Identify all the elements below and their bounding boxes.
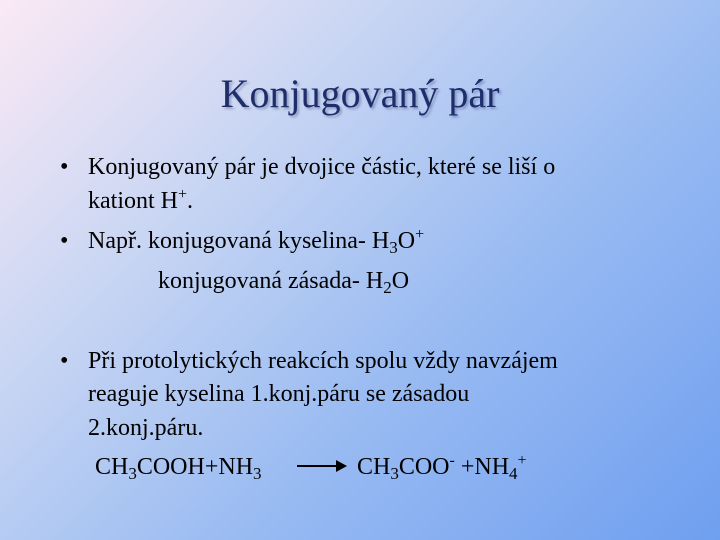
eq-left-a: CH: [95, 454, 129, 480]
eq-left-sub1: 3: [128, 464, 137, 483]
bullet1-text: kationt H: [88, 188, 178, 214]
slide-title: Konjugovaný pár: [220, 71, 500, 116]
bullet2-superscript: +: [415, 226, 425, 243]
eq-right-sub1: 3: [390, 464, 399, 483]
equation-reactants: [95, 453, 262, 481]
bullet2-oxygen: O: [397, 228, 416, 254]
bullet3-line1: Při protolytických reakcích spolu vždy navzájem: [88, 348, 558, 374]
eq-right-b: COO: [398, 454, 450, 480]
bullet-icon: •: [60, 348, 69, 374]
eq-left-sub2: 3: [253, 464, 262, 483]
bullet2-line2: [158, 267, 409, 295]
eq-right-sup2: +: [517, 452, 527, 469]
bullet3-line3: 2.konj.páru.: [88, 415, 204, 441]
bullet-icon: •: [60, 228, 69, 254]
bullet1-line1: Konjugovaný pár je dvojice částic, které se liší o: [88, 154, 556, 180]
bullet2-text: Např. konjugovaná kyselina- H: [88, 228, 390, 254]
eq-left-b: COOH+NH: [136, 454, 254, 480]
bullet1-line2: [88, 187, 193, 215]
bullet2-line1: [88, 227, 424, 255]
bullet-icon: •: [60, 154, 69, 180]
eq-right-a: CH: [357, 454, 391, 480]
eq-right-c: +NH: [454, 454, 510, 480]
bullet3-line2: reaguje kyselina 1.konj.páru se zásadou: [88, 381, 470, 407]
bullet2-line2-subscript: 2: [383, 278, 392, 297]
bullet1-end: .: [187, 188, 194, 214]
eq-right-sub2: 4: [509, 464, 518, 483]
bullet1-superscript: +: [178, 186, 188, 203]
bullet2-line2-text: konjugovaná zásada- H: [158, 268, 384, 294]
bullet2-subscript: 3: [389, 238, 398, 257]
equation-products: [357, 453, 527, 481]
eq-right-sup1: -: [449, 452, 455, 469]
bullet2-line2-oxygen: O: [391, 268, 410, 294]
reaction-arrow-icon: [297, 465, 345, 467]
